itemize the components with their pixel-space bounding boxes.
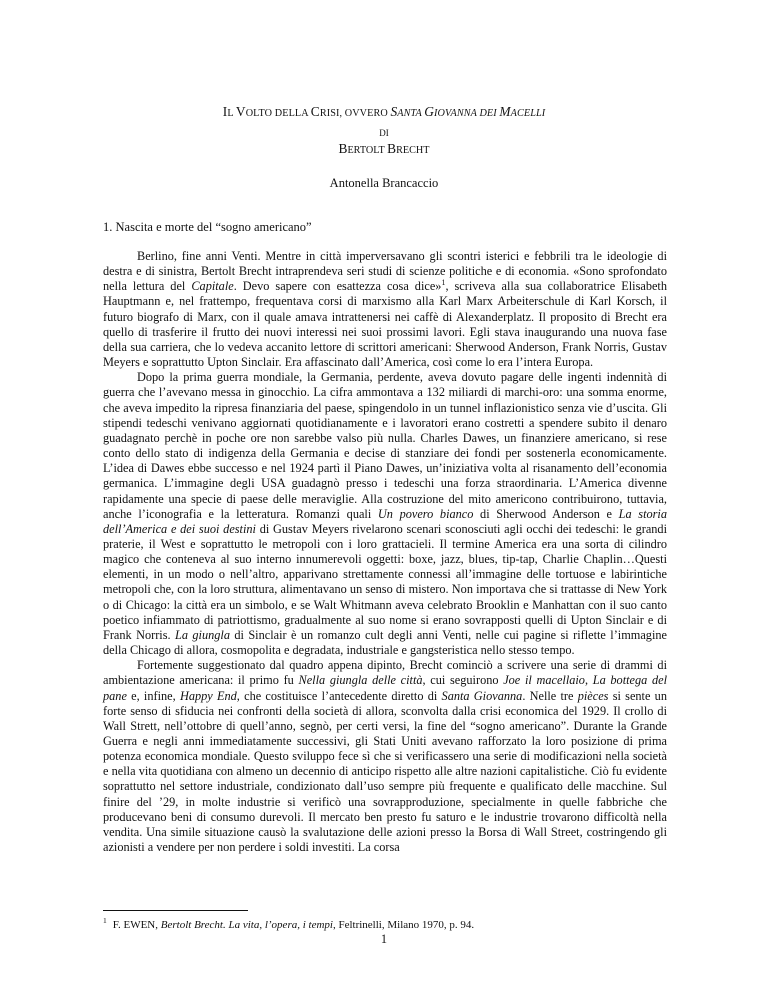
footnote-ref: 1 xyxy=(441,278,446,288)
page-number: 1 xyxy=(380,932,388,946)
text-run: . Nelle tre xyxy=(522,688,578,703)
italic-text: La giungla xyxy=(175,627,230,642)
text-run: , xyxy=(584,673,593,688)
body-text xyxy=(103,249,667,855)
title-line-2: DI xyxy=(379,128,389,138)
text-run: Fortemente suggestionato dal quadro appena dipinto, Brecht cominciò a scrivere una serie di drammi di ambientazione americana: il primo fu xyxy=(103,658,667,688)
text-run: F. EWEN, xyxy=(112,919,161,931)
text-run: , scriveva alla sua collaboratrice Elisabeth Hauptmann e, nel frattempo, frequentava corsi di marxismo alla Karl Marx Arbeiterschule di Karl Korsch, il futuro biografo di Marx, con il quale amava intrattenersi nei caffè di Alexanderplatz. Il proposito di Brecht era quello di trasferire il frutto dei nuovi interessi nei suoi prossimi lavori. Egli stava inaugurando una nuova fase della sua carriera, che lo vedeva accanito lettore di scrittori americani: Sherwood Anderson, Frank Norris, Gustav Meyers e soprattutto Upton Sinclair. Era affascinato dall’America, così come lo era l’intera Europa. xyxy=(103,279,667,370)
text-run: e, infine, xyxy=(126,688,180,703)
italic-text: pièces xyxy=(577,688,609,703)
footnote xyxy=(103,918,474,932)
paragraph xyxy=(103,658,667,855)
paragraph xyxy=(103,249,667,370)
text-run: , cui seguirono xyxy=(422,673,504,688)
italic-text: Capitale xyxy=(191,279,234,294)
italic-text: Santa Giovanna xyxy=(441,688,523,703)
paragraph xyxy=(103,370,667,658)
title-line-3: BERTOLT BRECHT xyxy=(338,141,430,156)
title-block xyxy=(0,104,768,191)
italic-text: Happy End xyxy=(179,688,237,703)
italic-text: Un povero bianco xyxy=(377,506,474,521)
text-run: , Feltrinelli, Milano 1970, p. 94. xyxy=(332,919,475,931)
footnote-text xyxy=(113,919,474,931)
footnote-rule xyxy=(103,910,248,911)
text-run: di Sinclair è un romanzo cult degli anni Venti, nelle cui pagine si riflette l’immagine della Chicago di allora, cosmopolita e degradata, industriale e gangsteristica nello stesso tempo. xyxy=(103,627,667,658)
italic-text: Bertolt Brecht. La vita, l’opera, i tempi xyxy=(160,919,333,931)
italic-text: La bottega del pane xyxy=(103,673,667,703)
italic-text: La storia dell’America e dei suoi destini xyxy=(103,506,667,536)
section-heading: 1. Nascita e morte del “sogno americano” xyxy=(103,220,312,234)
text-run: si sente un forte senso di sfiducia nei confronti della società di allora, sconvolta dalla crisi economica del 1929. Il crollo di Wall Strett, nell’ottobre di quell’anno, segnò, per certi versi, la fine del “sogno americano”. Durante la Grande Guerra e negli anni immediatamente successivi, gli Stati Uniti avevano rafforzato la loro posizione di prima potenza economica mondiale. Questo sviluppo fece sì che si verificassero una serie di modificazioni nella società e nella vita quotidiana con almeno un decennio di anticipo rispetto alle altre nazioni capitalistiche. Ciò fu evidente soprattutto nel settore industriale, condizionato dall’uso sempre più frequente e qualificato delle macchine. Sul finire del ’29, in molte industrie si verificò una sovrapproduzione, specialmente in quelle fabbriche che producevano beni di consumo durevoli. Il mercato ben presto fu saturo e le industrie trovarono difficoltà nella vendita. Una simile situazione causò la svalutazione delle azioni presso la Borsa di Wall Street, costringendo gli azionisti a vendere per non perdere i soldi investiti. La corsa xyxy=(103,688,667,855)
italic-text: Joe il macellaio xyxy=(503,673,585,688)
text-run: Dopo la prima guerra mondiale, la Germania, perdente, aveva dovuto pagare delle ingenti indennità di guerra che l’avevano messa in ginocchio. La cifra ammontava a 132 miliardi di marchi-oro: una somma enorme, che aveva impedito la ripresa finanziaria del paese, spingendolo in un tunnel inflazionistico senza vie d’uscita. Gli stipendi tedeschi venivano aggiornati quotidianamente e i lavoratori erano costretti a spendere subito il denaro guadagnato perchè in poche ore non sarebbe valso più nulla. Charles Dawes, un finanziere americano, si rese conto dello stato di indigenza della Germania e decise di stanziare dei fondi per sostenerla economicamente. L’idea di Dawes ebbe successo e nel 1924 partì il Piano Dawes, un’iniziativa volta al risanamento dell’economia germanica. L’immagine degli USA guadagnò presso i tedeschi una forza straordinaria. L’America divenne rapidamente una specie di paese delle meraviglie. Alla costruzione del mito americono contribuirono, tuttavia, anche l’iconografia e la letteratura. Romanzi quali xyxy=(103,370,667,521)
italic-text: Nella giungla delle città xyxy=(298,673,423,688)
title-line-1: IL VOLTO DELLA CRISI, OVVERO SANTA GIOVANNA DEI MACELLI xyxy=(222,104,546,119)
author-name: Antonella Brancaccio xyxy=(329,176,439,190)
text-run: . Devo sapere con esattezza cosa dice» xyxy=(233,279,442,294)
text-run: Berlino, fine anni Venti. Mentre in città imperversavano gli scontri isterici e febbrili tra le ideologie di destra e di sinistra, Bertolt Brecht intraprendeva seri studi di scienze politiche e di economia. «Sono sprofondato nella lettura del xyxy=(103,249,667,294)
text-run: di Sherwood Anderson e xyxy=(473,506,619,521)
text-run: di Gustav Meyers rivelarono scenari sconosciuti agli occhi dei tedeschi: le grandi praterie, il West e soprattutto le metropoli con i loro grattacieli. Il termine America era una sorta di cilindro magico che conteneva al suo interno innumerevoli oggetti: boxe, jazz, blues, tip-tap, Charlie Chaplin…Questi elementi, in un modo o nell’altro, apparivano strettamente connessi all’immagine delle tortuose e labirintiche metropoli che, con la loro struttura, alimentavano un senso di mistero. Non importava che si trattasse di New York o di Chicago: la città era un simbolo, e se Walt Whitmann aveva celebrato Brooklin e Manhattan con il suo canto poetico infiammato di patriottismo, gradualmente al suo nome si erano sovrapposti quelli di Upton Sinclair e di Frank Norris. xyxy=(103,521,667,642)
text-run: , che costituisce l’antecedente diretto di xyxy=(236,688,442,703)
footnote-number: 1 xyxy=(103,916,107,926)
